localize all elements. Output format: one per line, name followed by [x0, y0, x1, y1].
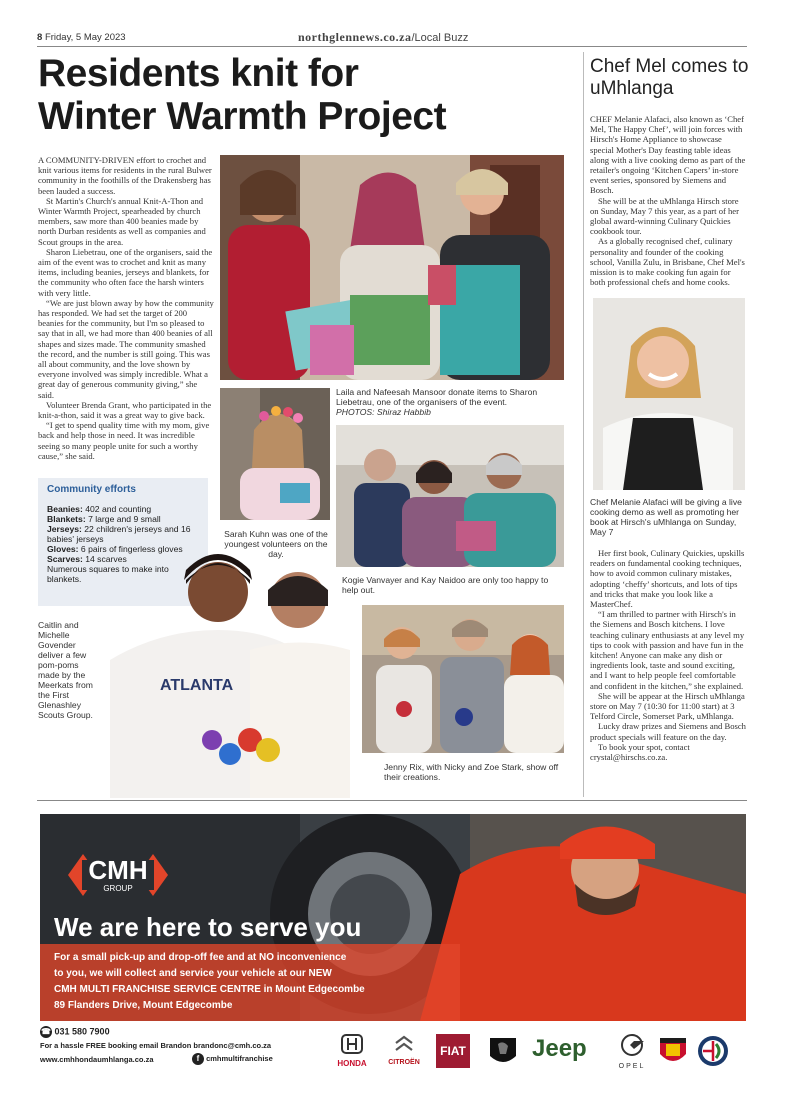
- advert-line: 89 Flanders Drive, Mount Edgecombe: [54, 1000, 233, 1011]
- box-item-label: Blankets:: [47, 514, 86, 524]
- box-item: [47, 504, 203, 514]
- opel-logo: [612, 1032, 652, 1072]
- fiat-label: FIAT: [440, 1044, 466, 1058]
- advert-footer: [40, 1022, 746, 1078]
- fiat-logo: [436, 1034, 470, 1068]
- box-item-label: Scarves:: [47, 554, 83, 564]
- advert-line: to you, we will collect and service your vehicle at our NEW: [54, 968, 332, 979]
- cmh-advert: [40, 814, 746, 1021]
- main-group-photo: [220, 155, 564, 380]
- story-paragraph: Her first book, Culinary Quickies, upskills readers on fundamental cooking techniques, how to avoid common culinary mistakes, adopting ‘cheffy’ shortcuts, and lots of tips and tricks that make you look like a MasterChef.: [590, 548, 745, 610]
- section-name: /Local Buzz: [411, 32, 469, 44]
- middle-rule: [37, 800, 747, 801]
- sarah-photo-illustration: [220, 388, 330, 520]
- sarah-photo: [220, 388, 330, 520]
- honda-label: HONDA: [337, 1059, 367, 1068]
- photo-credit: PHOTOS: Shiraz Habbib: [336, 407, 431, 417]
- story-paragraph: Volunteer Brenda Grant, who participated in the knit-a-thon, said it was a great way to give back.: [38, 399, 212, 421]
- jeep-logo: Jeep: [532, 1035, 587, 1062]
- website-link[interactable]: www.cmhhondaumhlanga.co.za: [40, 1055, 154, 1064]
- chef-story-top: [590, 114, 746, 287]
- caption-text: Sarah Kuhn was one of the youngest volunteers on the day.: [224, 529, 328, 559]
- chef-photo-illustration: [593, 298, 745, 490]
- site-name: northglennews.co.za: [298, 30, 412, 44]
- kogie-photo-illustration: [336, 425, 564, 567]
- jenny-photo: [362, 605, 564, 753]
- phone-row: [40, 1026, 320, 1038]
- story-paragraph: She will be appear at the Hirsch uMhlanga store on May 7 (10:30 for 11:00 start) at 3 Telford Circle, Somerset Park, uMhlanga.: [590, 690, 745, 722]
- facebook-handle[interactable]: cmhmultifranchise: [206, 1053, 273, 1063]
- story-paragraph: Lucky draw prizes and Siemens and Bosch product specials will feature on the day.: [590, 721, 746, 742]
- booking-line: For a hassle FREE booking email Brandon brandonc@cmh.co.za: [40, 1041, 272, 1050]
- phone-icon: ☎: [41, 1027, 51, 1036]
- caption-text: Kogie Vanvayer and Kay Naidoo are only too happy to help out.: [342, 575, 549, 595]
- shirt-print: ATLANTA: [160, 677, 234, 694]
- peugeot-logo: [486, 1034, 520, 1068]
- abarth-icon: [658, 1034, 688, 1068]
- story-paragraph: As a globally recognised chef, culinary personality and founder of the cooking school, Vanilla Zulu, in Brisbane, Chef Mel's mission is to make cooking fun again for both professional chefs and home cooks.: [590, 236, 745, 288]
- box-item-value: Numerous squares to make into blankets.: [47, 564, 169, 584]
- honda-icon: [340, 1034, 364, 1054]
- story-paragraph: To book your spot, contact crystal@hirschs.co.za.: [590, 741, 690, 763]
- chef-headline: Chef Mel comes to uMhlanga: [590, 56, 749, 99]
- chef-story-bottom: [590, 548, 746, 762]
- citroen-label: CITROËN: [388, 1059, 420, 1066]
- facebook-icon: f: [192, 1053, 204, 1065]
- headline-line-2: Winter Warmth Project: [38, 95, 447, 138]
- citroen-icon: [392, 1034, 416, 1054]
- knit-headline: [38, 52, 578, 138]
- jenny-caption: [384, 762, 564, 782]
- advert-copy: [54, 950, 464, 1014]
- advert-line: For a small pick-up and drop-off fee and at NO inconvenience: [54, 952, 347, 963]
- knit-story-body: [38, 155, 214, 461]
- advert-line: CMH MULTI FRANCHISE SERVICE CENTRE in Mount Edgecombe: [54, 984, 365, 995]
- box-item: [47, 514, 203, 524]
- alfa-romeo-icon: [696, 1034, 730, 1068]
- story-paragraph: CHEF Melanie Alafaci, also known as ‘Chef Mel, The Happy Chef’, will join forces with Hirsch's Home Appliance to showcase special Mother's Day feasting table ideas along with a live cooking demo as part of the retailer's ongoing ‘Kitchen Capers’ in-store event series, sponsored by Siemens and Bosch.: [590, 114, 746, 196]
- opel-label: OPEL: [618, 1063, 646, 1070]
- box-title: Community efforts: [47, 484, 136, 495]
- opel-icon: [619, 1032, 645, 1058]
- citroen-logo: [382, 1034, 426, 1072]
- story-paragraph: “I am thrilled to partner with Hirsch's in the Siemens and Bosch kitchens. I love teaching culinary enthusiasts at any level my tips to cook with passion and have fun in the kitchen! Anyone can make any dish or ingredients look, taste and sound exciting, and I want to help people feel comfortable and confident in the kitchen,” she explained.: [590, 609, 745, 691]
- box-item-value: 22 children's jerseys and 16 babies' jerseys: [47, 524, 191, 544]
- phone-number[interactable]: 031 580 7900: [54, 1026, 110, 1037]
- main-photo-illustration: [220, 155, 564, 380]
- box-item-value: 7 large and 9 small: [85, 514, 161, 524]
- box-item-value: 402 and counting: [82, 504, 152, 514]
- headline-line-1: Residents knit for: [38, 52, 359, 95]
- facebook-row: [192, 1053, 332, 1065]
- kogie-photo: [336, 425, 564, 567]
- caitlin-caption: [38, 620, 98, 720]
- folio: [37, 32, 126, 43]
- kogie-caption: [342, 575, 564, 595]
- caitlin-photo: [100, 540, 360, 798]
- box-item-value: 14 scarves: [82, 554, 127, 564]
- alfa-romeo-logo: [696, 1034, 730, 1068]
- caitlin-photo-illustration: [100, 540, 360, 798]
- section-label: [298, 30, 468, 45]
- honda-logo: [330, 1034, 374, 1072]
- cmh-logo-text: CMH: [88, 855, 148, 885]
- story-paragraph: “We are just blown away by how the community has responded. We had set the target of 200 beanies for the community, but I'm so pleased to say that in all, we had more than 400 beanies of all shapes and sizes made. The community smashed the record, and the number is still going. This was all about community, and the love shown by everyone involved was simply incredible. What a great day of generous community giving,” she said.: [38, 297, 214, 400]
- advert-tagline: We are here to serve you: [54, 912, 362, 942]
- story-paragraph: St Martin's Church's annual Knit-A-Thon and Winter Warmth Project, spearheaded by church members, saw more than 400 beanies made by north Durban residents as well as companies and Scout groups in the area.: [38, 195, 206, 247]
- issue-date: Friday, 5 May 2023: [44, 32, 126, 43]
- peugeot-icon: [486, 1034, 520, 1068]
- box-item-label: Jerseys:: [47, 524, 82, 534]
- main-photo-caption: [336, 387, 566, 417]
- story-paragraph: “I get to spend quality time with my mom, give back and help those in need. It was incredible seeing so many people unite for such a worthy cause,” she said.: [38, 420, 210, 461]
- abarth-logo: [658, 1034, 688, 1068]
- column-divider: [583, 52, 584, 797]
- caption-text: Chef Melanie Alafaci will be giving a live cooking demo as well as promoting her book at Hirsch's uMhlanga on Sunday, May 7: [590, 497, 742, 537]
- top-rule: [37, 46, 747, 47]
- page-number: 8: [37, 32, 43, 43]
- box-item-label: Beanies:: [47, 504, 83, 514]
- caption-text: Laila and Nafeesah Mansoor donate items to Sharon Liebetrau, one of the organisers of the event.: [336, 387, 538, 407]
- chef-photo: [593, 298, 745, 490]
- story-paragraph: Sharon Liebetrau, one of the organisers, said the aim of the event was to crochet and knit as many items, including beanies, jerseys and blankets, for the community who often face the harsh winters with very little.: [38, 246, 213, 298]
- box-item-value: 6 pairs of fingerless gloves: [78, 544, 183, 554]
- jenny-photo-illustration: [362, 605, 564, 753]
- caption-text: Caitlin and Michelle Govender deliver a few pom-poms made by the Meerkats from the First Glenashley Scouts Group.: [38, 620, 93, 720]
- cmh-logo: [58, 850, 178, 900]
- story-paragraph: A COMMUNITY-DRIVEN effort to crochet and knit various items for residents in the rural Bulwer community in the foothills of the Drakensberg has been lauded a success.: [38, 155, 212, 196]
- caption-text: Jenny Rix, with Nicky and Zoe Stark, show off their creations.: [384, 762, 559, 782]
- story-paragraph: She will be at the uMhlanga Hirsch store on Sunday, May 7 this year, as a part of her global award-winning Culinary Quickies cookbook tour.: [590, 195, 739, 237]
- chef-caption: [590, 497, 746, 537]
- cmh-logo-sub: GROUP: [103, 884, 133, 893]
- box-item-label: Gloves:: [47, 544, 79, 554]
